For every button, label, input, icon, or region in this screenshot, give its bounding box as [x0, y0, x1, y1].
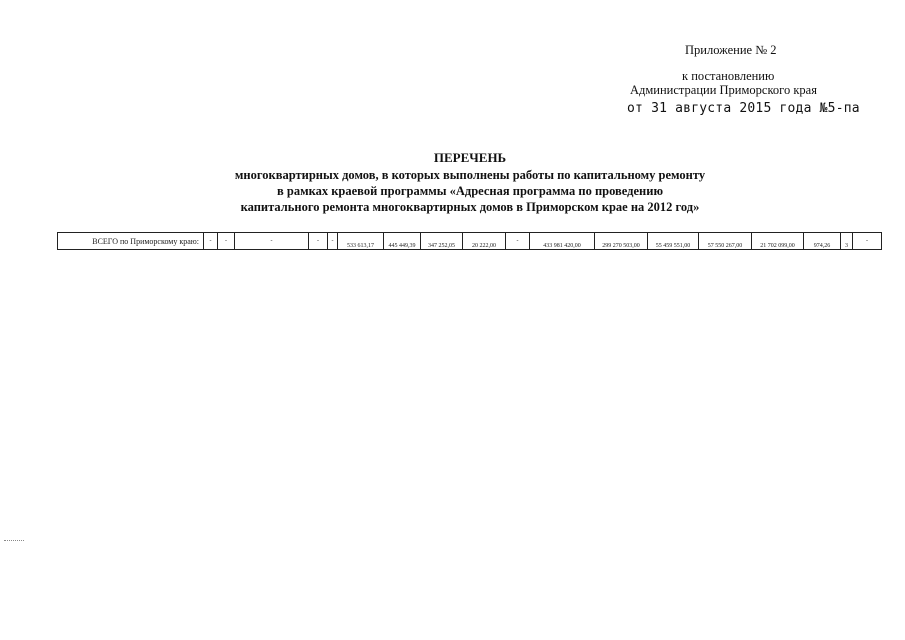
- cell-col-5: -: [328, 233, 338, 250]
- title-line-1: многоквартирных домов, в которых выполнены работы по капитальному ремонту: [234, 168, 706, 182]
- cell-col-16: 974,26: [804, 233, 841, 250]
- cell-col-18: -: [853, 233, 882, 250]
- title-heading: ПЕРЕЧЕНЬ: [433, 150, 507, 165]
- cell-col-11: 433 981 420,00: [530, 233, 595, 250]
- cell-col-1: -: [204, 233, 218, 250]
- appendix-resolution-ref: к постановлению: [682, 69, 775, 83]
- cell-col-6: 533 613,17: [338, 233, 384, 250]
- title-line-2: в рамках краевой программы «Адресная программа по проведению: [277, 184, 663, 198]
- appendix-administration: Администрации Приморского края: [630, 83, 817, 97]
- cell-col-10: -: [506, 233, 530, 250]
- cell-col-8: 347 252,05: [421, 233, 463, 250]
- cell-col-2: -: [218, 233, 235, 250]
- summary-table: [57, 232, 882, 250]
- cell-col-3: -: [235, 233, 309, 250]
- cell-col-9: 20 222,00: [463, 233, 506, 250]
- cell-col-4: -: [309, 233, 328, 250]
- summary-row-total: [58, 233, 882, 250]
- title-line-3: капитального ремонта многоквартирных домов в Приморском крае на 2012 год»: [240, 200, 700, 214]
- cell-col-14: 57 550 267,00: [699, 233, 752, 250]
- cell-col-7: 445 449,39: [384, 233, 421, 250]
- margin-mark: [4, 540, 24, 542]
- cell-col-12: 299 270 503,00: [595, 233, 648, 250]
- cell-col-13: 55 459 551,00: [648, 233, 699, 250]
- appendix-date: от 31 августа 2015 года №5-па: [627, 101, 860, 116]
- document-title: [150, 150, 790, 215]
- cell-col-15: 21 702 099,00: [752, 233, 804, 250]
- cell-col-17: 3: [841, 233, 853, 250]
- appendix-number: Приложение № 2: [685, 43, 777, 57]
- cell-total-label: ВСЕГО по Приморскому краю:: [58, 233, 204, 250]
